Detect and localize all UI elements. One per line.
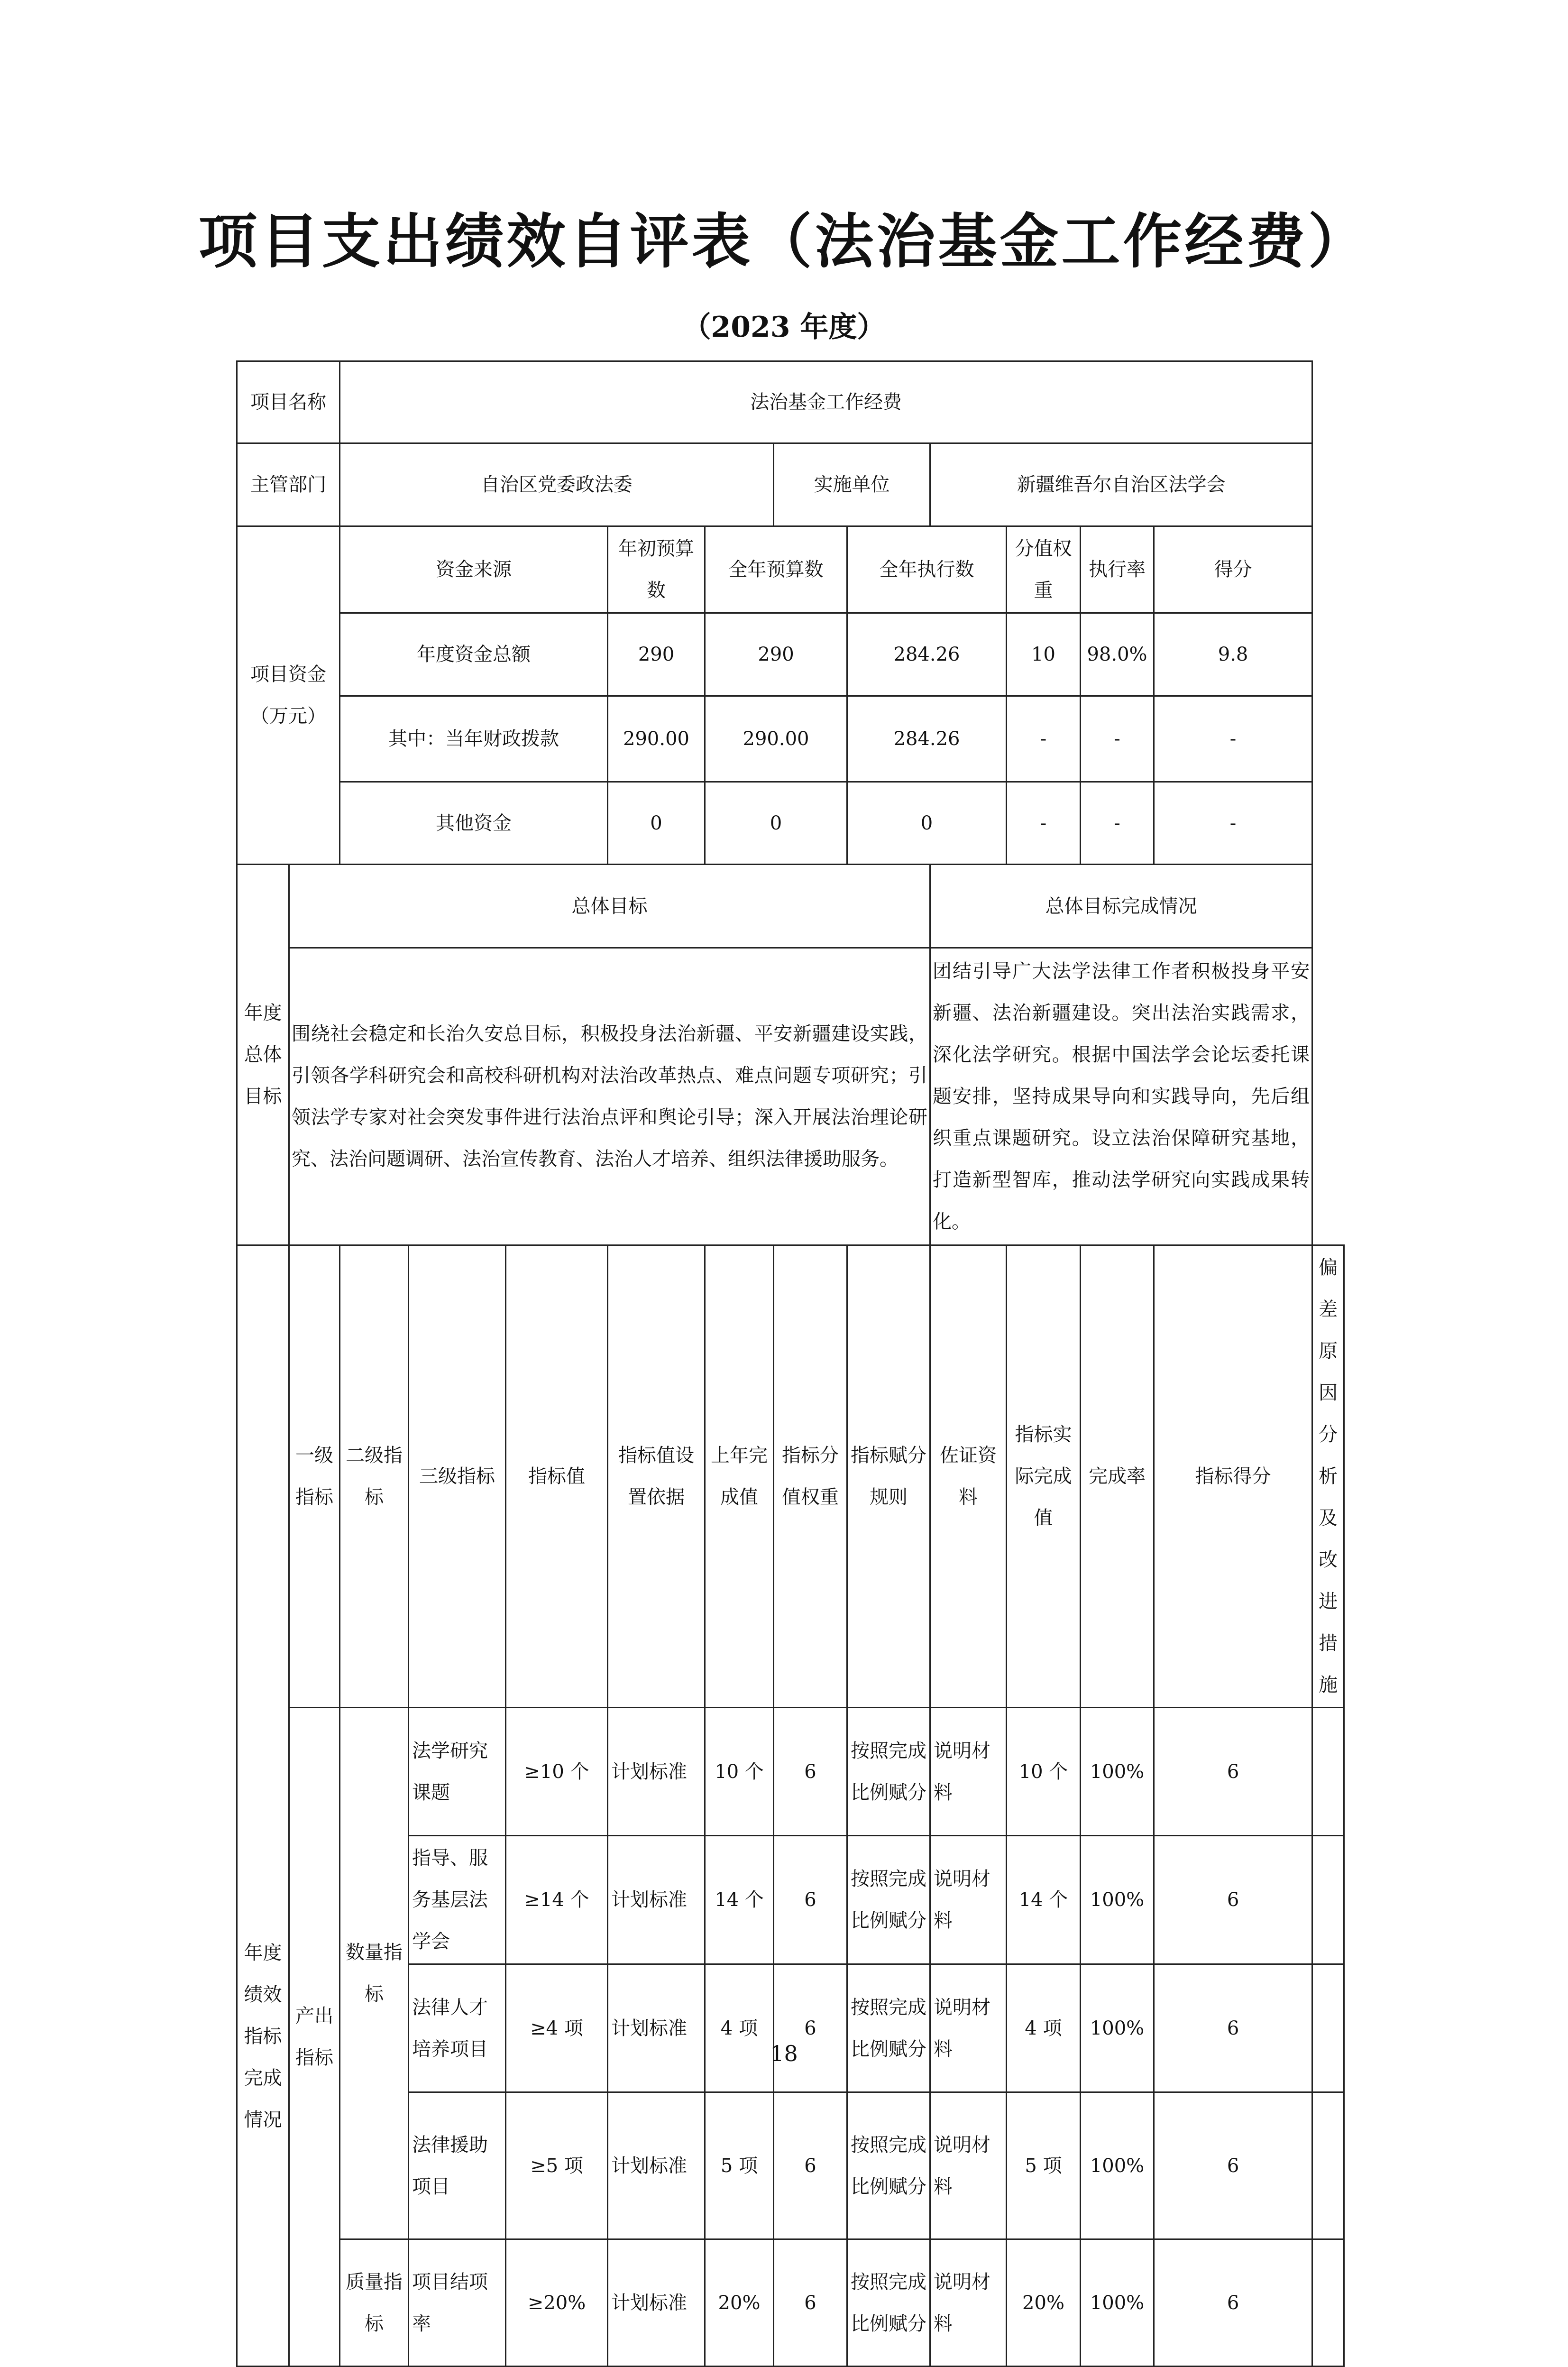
indicator-last-year: 10 个	[705, 1708, 774, 1836]
performance-header: 偏差原因分析及改进措施	[1312, 1245, 1344, 1708]
unit-label: 实施单位	[774, 443, 930, 526]
indicator-rule: 按照完成比例赋分	[847, 1708, 930, 1836]
page-number: 18	[770, 2041, 798, 2066]
funds-header: 资金来源	[340, 526, 608, 613]
performance-header: 指标值	[506, 1245, 608, 1708]
indicator-evidence: 说明材料	[930, 2239, 1007, 2367]
indicator-row	[237, 1708, 1344, 1836]
funds-cell: 98.0%	[1081, 613, 1154, 696]
indicator-target: ≥5 项	[506, 2092, 608, 2239]
indicator-target: ≥20%	[506, 2239, 608, 2367]
funds-cell: 其中：当年财政拨款	[340, 696, 608, 782]
indicator-last-year: 4 项	[705, 1964, 774, 2092]
funds-cell: 290	[705, 613, 847, 696]
indicator-weight: 6	[774, 1836, 847, 1964]
funds-cell: 290	[608, 613, 705, 696]
indicator-score: 6	[1154, 2239, 1312, 2367]
unit-value: 新疆维吾尔自治区法学会	[930, 443, 1312, 526]
overall-goal-text: 围绕社会稳定和长治久安总目标，积极投身法治新疆、平安新疆建设实践，引领各学科研究会和高校科研机构对法治改革热点、难点问题专项研究；引领法学专家对社会突发事件进行法治点评和舆论引导；深入开展法治理论研究、法治问题调研、法治宣传教育、法治人才培养、组织法律援助服务。	[289, 948, 930, 1245]
indicator-remark	[1312, 1964, 1344, 2092]
indicator-actual: 10 个	[1007, 1708, 1081, 1836]
indicator-actual: 14 个	[1007, 1836, 1081, 1964]
funds-header: 全年预算数	[705, 526, 847, 613]
indicator-actual: 5 项	[1007, 2092, 1081, 2239]
indicator-target: ≥14 个	[506, 1836, 608, 1964]
indicator-evidence: 说明材料	[930, 1708, 1007, 1836]
funds-label: 项目资金（万元）	[237, 526, 340, 865]
funds-cell: -	[1081, 696, 1154, 782]
performance-header-row	[237, 1245, 1344, 1708]
level1-indicator: 产出指标	[289, 1708, 340, 2367]
project-name-label: 项目名称	[237, 361, 340, 443]
performance-header: 二级指标	[340, 1245, 409, 1708]
indicator-target: ≥4 项	[506, 1964, 608, 2092]
indicator-rule: 按照完成比例赋分	[847, 1964, 930, 2092]
level2-indicator-quantity: 数量指标	[340, 1708, 409, 2239]
performance-header: 佐证资料	[930, 1245, 1007, 1708]
indicator-name: 法学研究课题	[409, 1708, 506, 1836]
report-year: （2023 年度）	[682, 311, 886, 344]
indicator-basis: 计划标准	[608, 1964, 705, 2092]
funds-header: 分值权重	[1007, 526, 1081, 613]
funds-cell: 290.00	[705, 696, 847, 782]
indicator-score: 6	[1154, 2092, 1312, 2239]
funds-header: 全年执行数	[847, 526, 1007, 613]
funds-cell: 290.00	[608, 696, 705, 782]
project-name-value: 法治基金工作经费	[340, 361, 1312, 443]
funds-cell: -	[1007, 696, 1081, 782]
funds-cell: 9.8	[1154, 613, 1312, 696]
indicator-rate: 100%	[1081, 1836, 1154, 1964]
project-name-row	[237, 361, 1344, 443]
funds-cell: 284.26	[847, 696, 1007, 782]
funds-header: 执行率	[1081, 526, 1154, 613]
funds-cell: 0	[847, 782, 1007, 865]
level2-indicator-quality: 质量指标	[340, 2239, 409, 2367]
indicator-actual: 20%	[1007, 2239, 1081, 2367]
funds-header: 年初预算数	[608, 526, 705, 613]
indicator-basis: 计划标准	[608, 1708, 705, 1836]
indicator-name: 项目结项率	[409, 2239, 506, 2367]
funds-header-row	[237, 526, 1344, 613]
funds-cell: -	[1081, 782, 1154, 865]
performance-header: 三级指标	[409, 1245, 506, 1708]
performance-header: 一级指标	[289, 1245, 340, 1708]
goals-text-row	[237, 948, 1344, 1245]
funds-cell: 0	[608, 782, 705, 865]
funds-header: 得分	[1154, 526, 1312, 613]
performance-header-blank	[237, 1245, 289, 1708]
indicator-last-year: 14 个	[705, 1836, 774, 1964]
indicator-last-year: 20%	[705, 2239, 774, 2367]
indicator-target: ≥10 个	[506, 1708, 608, 1836]
indicator-remark	[1312, 1708, 1344, 1836]
department-row	[237, 443, 1344, 526]
funds-row	[237, 613, 1344, 696]
performance-header: 指标实际完成值	[1007, 1245, 1081, 1708]
funds-cell: 年度资金总额	[340, 613, 608, 696]
funds-row	[237, 782, 1344, 865]
indicator-actual: 4 项	[1007, 1964, 1081, 2092]
indicator-weight: 6	[774, 1964, 847, 2092]
indicator-evidence: 说明材料	[930, 1964, 1007, 2092]
indicator-name: 法律人才培养项目	[409, 1964, 506, 2092]
indicator-remark	[1312, 2239, 1344, 2367]
funds-cell: 10	[1007, 613, 1081, 696]
performance-header: 上年完成值	[705, 1245, 774, 1708]
indicator-rule: 按照完成比例赋分	[847, 1836, 930, 1964]
goal-completion-text: 团结引导广大法学法律工作者积极投身平安新疆、法治新疆建设。突出法治实践需求，深化法学研究。根据中国法学会论坛委托课题安排，坚持成果导向和实践导向，先后组织重点课题研究。设立法治保障研究基地，打造新型智库，推动法学研究向实践成果转化。	[930, 948, 1312, 1245]
indicator-name: 指导、服务基层法学会	[409, 1836, 506, 1964]
indicator-rate: 100%	[1081, 2092, 1154, 2239]
indicator-score: 6	[1154, 1836, 1312, 1964]
funds-cell: -	[1007, 782, 1081, 865]
indicator-last-year: 5 项	[705, 2092, 774, 2239]
performance-header: 指标值设置依据	[608, 1245, 705, 1708]
performance-header: 完成率	[1081, 1245, 1154, 1708]
indicator-basis: 计划标准	[608, 1836, 705, 1964]
indicator-score: 6	[1154, 1708, 1312, 1836]
performance-header: 指标得分	[1154, 1245, 1312, 1708]
indicator-row	[237, 2239, 1344, 2367]
indicator-rate: 100%	[1081, 1964, 1154, 2092]
funds-row	[237, 696, 1344, 782]
performance-section-label: 年度绩效指标完成情况	[237, 1708, 289, 2367]
indicator-weight: 6	[774, 1708, 847, 1836]
performance-header: 指标赋分规则	[847, 1245, 930, 1708]
indicator-rate: 100%	[1081, 1708, 1154, 1836]
indicator-evidence: 说明材料	[930, 2092, 1007, 2239]
indicator-name: 法律援助项目	[409, 2092, 506, 2239]
indicator-basis: 计划标准	[608, 2092, 705, 2239]
indicator-weight: 6	[774, 2092, 847, 2239]
indicator-remark	[1312, 1836, 1344, 1964]
overall-goal-header: 总体目标	[289, 865, 930, 948]
goals-header-row	[237, 865, 1344, 948]
goals-label: 年度总体目标	[237, 865, 289, 1245]
funds-cell: -	[1154, 696, 1312, 782]
department-value: 自治区党委政法委	[340, 443, 774, 526]
indicator-weight: 6	[774, 2239, 847, 2367]
indicator-rule: 按照完成比例赋分	[847, 2239, 930, 2367]
funds-cell: 其他资金	[340, 782, 608, 865]
indicator-rule: 按照完成比例赋分	[847, 2092, 930, 2239]
goal-completion-header: 总体目标完成情况	[930, 865, 1312, 948]
funds-cell: 0	[705, 782, 847, 865]
funds-cell: -	[1154, 782, 1312, 865]
indicator-rate: 100%	[1081, 2239, 1154, 2367]
page-title: 项目支出绩效自评表（法治基金工作经费）	[198, 208, 1370, 276]
department-label: 主管部门	[237, 443, 340, 526]
funds-cell: 284.26	[847, 613, 1007, 696]
indicator-evidence: 说明材料	[930, 1836, 1007, 1964]
indicator-remark	[1312, 2092, 1344, 2239]
indicator-basis: 计划标准	[608, 2239, 705, 2367]
performance-header: 指标分值权重	[774, 1245, 847, 1708]
indicator-score: 6	[1154, 1964, 1312, 2092]
